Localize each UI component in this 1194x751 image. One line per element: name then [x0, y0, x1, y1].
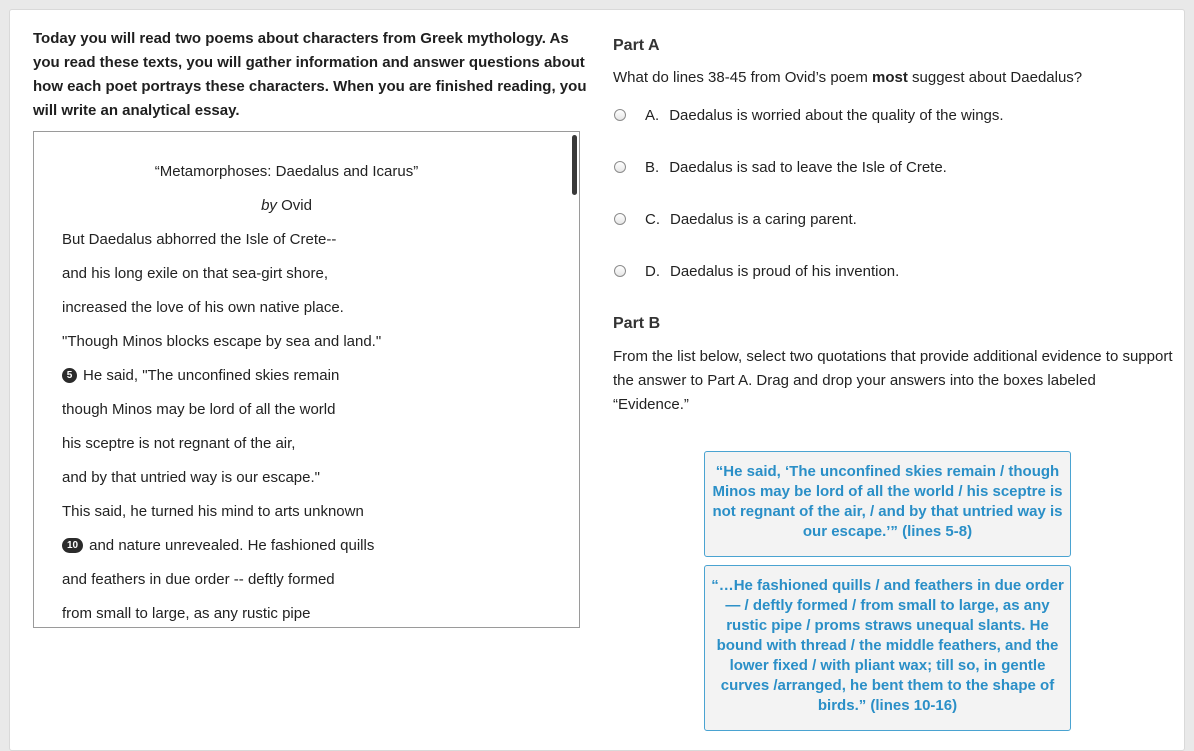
- part-b-heading: Part B: [613, 315, 661, 332]
- poem-line: [62, 230, 381, 264]
- poem-line-text: But Daedalus abhorred the Isle of Crete--: [62, 231, 337, 248]
- choice-letter: D.: [645, 262, 660, 280]
- radio-button-d[interactable]: [614, 265, 626, 277]
- part-b-instructions: From the list below, select two quotations that provide additional evidence to support the answer to Part A. Drag and drop your answers into the boxes labeled “Evidence.”: [613, 348, 1173, 413]
- radio-button-b[interactable]: [614, 161, 626, 173]
- radio-button-c[interactable]: [614, 213, 626, 225]
- poem-line: [62, 468, 381, 502]
- part-a-heading: Part A: [613, 37, 660, 54]
- poem-author: Ovid: [281, 197, 312, 214]
- poem-line: [62, 332, 381, 366]
- poem-passage-panel[interactable]: [33, 131, 580, 628]
- choice-letter: B.: [645, 158, 660, 176]
- line-number-badge: 5: [62, 368, 77, 383]
- evidence-option-lines-10-16[interactable]: “…He fashioned quills / and feathers in due order— / deftly formed / from small to large, as any rustic pipe / proms straws unequal slants. He bound with thread / the middle feathers, and the lower fixed / with pliant wax; till so, in gentle curves /arranged, he bent them to the shape of birds.” (lines 10-16): [704, 565, 1071, 731]
- choice-text: Daedalus is worried about the quality of the wings.: [669, 106, 1004, 124]
- poem-line: [62, 366, 381, 400]
- choice-text: Daedalus is proud of his invention.: [670, 262, 900, 280]
- poem-line: [62, 298, 381, 332]
- poem-line-text: and by that untried way is our escape.": [62, 469, 320, 486]
- poem-line-text: his sceptre is not regnant of the air,: [62, 435, 296, 452]
- poem-line-text: though Minos may be lord of all the world: [62, 401, 336, 418]
- choice-text: Daedalus is sad to leave the Isle of Crete.: [669, 158, 947, 176]
- choice-text: Daedalus is a caring parent.: [670, 210, 857, 228]
- evidence-option-lines-5-8[interactable]: “He said, ‘The unconfined skies remain / though Minos may be lord of all the world / his sceptre is not regnant of the air, / and by that untried way is our escape.’” (lines 5-8): [704, 451, 1071, 557]
- poem-line-text: He said, "The unconfined skies remain: [83, 367, 340, 384]
- poem-line-text: "Though Minos blocks escape by sea and land.": [62, 333, 382, 350]
- poem-line-text: and feathers in due order -- deftly formed: [62, 571, 335, 588]
- part-a-question: [613, 68, 1082, 88]
- question-emphasis: most: [872, 69, 908, 86]
- question-text-end: suggest about Daedalus?: [907, 69, 1083, 86]
- question-text-start: What do lines 38-45 from Ovid’s poem: [613, 69, 873, 86]
- poem-title: “Metamorphoses: Daedalus and Icarus”: [154, 163, 419, 180]
- choice-b[interactable]: [613, 156, 947, 178]
- poem-line: [62, 434, 381, 468]
- radio-button-a[interactable]: [614, 109, 626, 121]
- choice-a[interactable]: [613, 104, 1004, 126]
- poem-line-text: increased the love of his own native place.: [62, 299, 344, 316]
- choice-d[interactable]: [613, 260, 899, 282]
- line-number-badge: 10: [62, 538, 83, 553]
- poem-line: [62, 502, 381, 536]
- choice-letter: C.: [645, 210, 660, 228]
- poem-line: [62, 570, 381, 604]
- poem-line: [62, 604, 381, 628]
- poem-line-text: and nature unrevealed. He fashioned quills: [89, 537, 375, 554]
- poem-line-text: from small to large, as any rustic pipe: [62, 605, 311, 622]
- choice-letter: A.: [645, 106, 660, 124]
- poem-by-word: by: [261, 197, 277, 214]
- poem-line: [62, 400, 381, 434]
- poem-lines: [62, 230, 381, 628]
- poem-line: [62, 264, 381, 298]
- poem-line-text: This said, he turned his mind to arts unknown: [62, 503, 364, 520]
- poem-line: [62, 536, 381, 570]
- poem-line-text: and his long exile on that sea-girt shore,: [62, 265, 328, 282]
- choice-c[interactable]: [613, 208, 857, 230]
- poem-scrollbar[interactable]: [567, 132, 579, 627]
- poem-scrollbar-thumb[interactable]: [572, 135, 577, 195]
- poem-byline: [34, 196, 579, 216]
- intro-instructions: Today you will read two poems about characters from Greek mythology. As you read these texts, you will gather information and answer questions about how each poet portrays these characters. When you are finished reading, you will write an analytical essay.: [33, 30, 587, 119]
